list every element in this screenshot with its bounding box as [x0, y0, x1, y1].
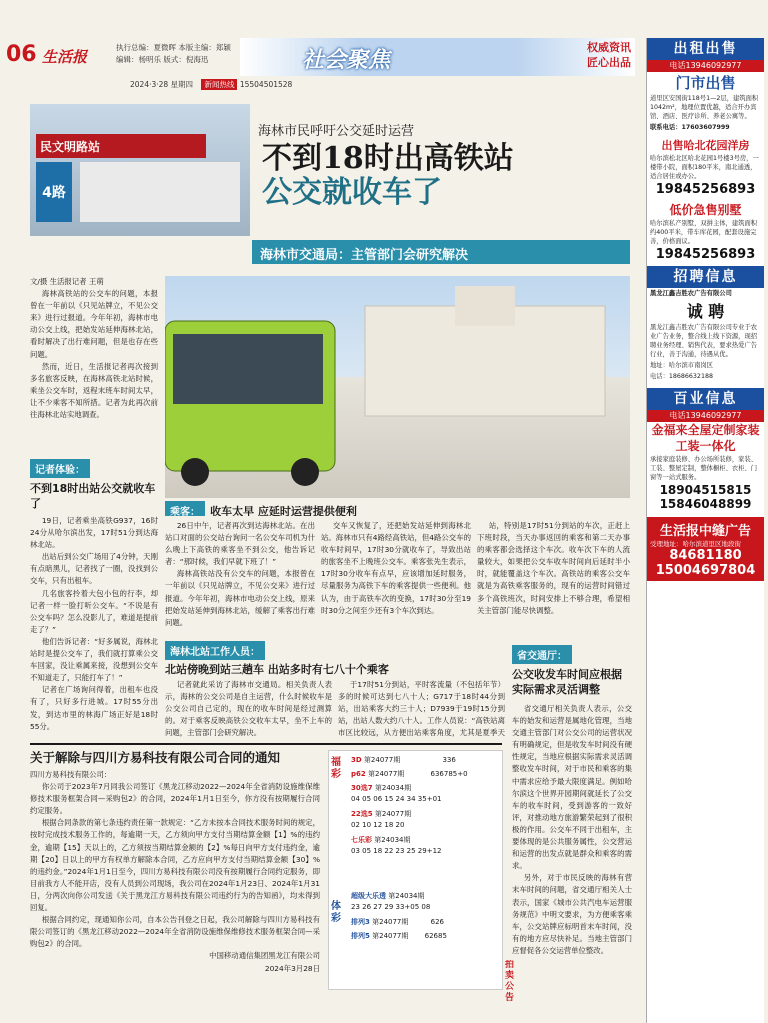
- worker-label: 海林北站工作人员：: [165, 641, 265, 660]
- lottery-row: 超级大乐透 第24034期: [351, 892, 425, 900]
- para: 26日中午，记者再次到达海林北站。在出站口对面的公交站台询问一名公交车司机为什么晚上下高铁的乘客坐不到公交，他告诉记者：“那时候，我们早就下班了！”: [165, 521, 315, 567]
- box-para: 19日，记者乘坐高铁G937，16时24分从哈尔滨出发，17时51分到达海林北站。: [30, 516, 158, 550]
- credits: [116, 42, 231, 66]
- ad-villa-phone: 19845256893: [655, 247, 756, 262]
- ad-house-phone: 19845256893: [655, 182, 756, 197]
- box-para: 几名旅客拎着大包小包的行李，却记者一样一脸打听公交车。“不说是有公交车吗？怎么没影儿了，难道是提前走了？”: [30, 588, 158, 634]
- hotline-number: 15504501528: [239, 80, 293, 89]
- notice-addressee: 四川方易科技有限公司：: [30, 770, 112, 779]
- notice-title: 关于解除与四川方易科技有限公司合同的通知: [30, 750, 281, 765]
- byline: 文/摄 生活报记者 王萌: [30, 277, 104, 286]
- ad-final: [647, 517, 764, 581]
- ad-bottom-phone: 电话13946092977: [647, 410, 764, 422]
- dateline: [130, 79, 630, 91]
- credit-line: 编辑：杨明乐 版式：倪海迅: [116, 55, 209, 64]
- bureau-section: [512, 644, 632, 994]
- passenger-col-1: [165, 520, 315, 640]
- ad-recruit-addr: 地址：哈尔滨市南岗区: [650, 362, 713, 369]
- credit-line: 执行总编：夏微晖 本版主编：郑颖: [116, 43, 231, 52]
- ad-phone: 电话13946092977: [647, 60, 764, 72]
- headline-line: 不到18时出高铁站: [262, 142, 514, 176]
- reporter-box: [30, 458, 158, 738]
- ad-bottom-heading: 百业信息: [647, 388, 764, 410]
- stop-sign-board: 民文明路站: [36, 134, 206, 158]
- lottery-box: [328, 750, 503, 990]
- passenger-col-2: [321, 520, 471, 640]
- ad-gold-phone: 15846048899: [659, 497, 752, 511]
- hotline-label: 新闻热线: [201, 79, 237, 90]
- para: 记者就此采访了海林市交通局。相关负责人表示，海林的公交公司是自主运营，什么时候收车是公交公司自己定的，现在的收车时间是经过测算的。对于乘客反映高铁公交收车太早，坐不上车的问题，主管部门会研究解决。: [165, 680, 332, 738]
- passenger-heading: [165, 500, 630, 516]
- ad-gold-title: 金福来全屋定制家装工装一体化: [651, 423, 760, 453]
- ad-villa-title: 低价急售别墅: [669, 203, 742, 217]
- auction-label: 拍卖公告: [505, 960, 515, 1003]
- notice-para: 根据合同约定，现通知你公司，自本公告刊登之日起，我公司解除与四川方易科技有限公司签订的《黑龙江移动2022—2024年全省消防设施维保维修技术服务框架合同—采购包2》的合同。: [30, 915, 320, 949]
- route-number: 4路: [36, 162, 72, 222]
- passenger-label: 乘客：: [165, 501, 205, 516]
- sports-lottery-label: 体彩: [331, 901, 341, 924]
- box-para: 记者在广场询问得着，出租车也没有了，只好多行进城。17时55分出发，到达市里的林海广场正好是18时55分。: [30, 685, 158, 731]
- notice-signer: 中国移动通信集团黑龙江有限公司: [209, 951, 320, 961]
- notice-para: 你公司于2023年7月同我公司签订《黑龙江移动2022—2024年全省消防设施维保维修技术服务框架合同—采购包2》的合同，2024年1月1日至今，你方没有按期履行合同约定服务。: [30, 782, 320, 816]
- lottery-row: 30选7 第24034期: [351, 784, 412, 792]
- ad-final-text: 受理地址：哈尔滨道里区地段街: [650, 540, 741, 548]
- lottery-row: p62 第24077期 636785+0: [351, 770, 468, 778]
- para: 交车又恢复了，还把始发站延伸到海林北站。海林市只有4路经高铁站，但4路公交车的收车时间早，17时30分就收车了，导致出站的旅客坐不上晚班公交车。乘客张先生表示，17时30分收车有点早，应该增加延时服务，尽量服务为高铁下车的乘客提供一些便利。他认为，由于高铁车次的变换，17时30分至19时30分之间至少还有3个车次到达。: [321, 521, 471, 615]
- box-title: 不到18时出站公交就收车了: [30, 482, 156, 510]
- section-banner: [240, 38, 635, 76]
- lottery-row: 排列3 第24077期 626: [351, 918, 444, 926]
- subhead: 海林市交通局：主管部门会研究解决: [252, 240, 630, 264]
- ad-final-phone: 15004697804: [655, 563, 756, 578]
- ad-heading: 出租出售: [647, 38, 764, 60]
- slogan-line: 权威资讯: [587, 41, 631, 54]
- lottery-result: 04 05 06 15 24 34 35+01: [351, 795, 442, 803]
- bus-stop-photo: [30, 104, 250, 236]
- ad-villa-text: 哈尔滨私产别墅，双拼主体，建筑面积约400平米，带车库花园，配套设施完善，价格面议。: [650, 220, 758, 245]
- ad-recruit-phone: 电话：18686632188: [650, 373, 713, 380]
- station-illustration: [165, 276, 630, 498]
- ad-shop-text: 道里区安国街118号1—2层，建筑面积1042m²，地理位置优越，适合开办宾馆、酒店、医疗诊所、养老公寓等。: [650, 95, 759, 120]
- lottery-row: 3D 第24077期 336: [351, 756, 456, 764]
- ad-shop-phone: 联系电话：17603607999: [650, 124, 730, 131]
- para: 于17时51分到站，平时客流量（不包括年节）多的时候可达到七八十人；G717于18时44分到站，出站乘客大约三十人；D7939于19时15分到站，出站人数大约八十人。工作人员说：“高铁站离市区比较远，从方便出站乘客角度，尤其是夏季天: [338, 680, 505, 738]
- ad-recruit-company: 黑龙江鑫吉胜农广告有限公司: [650, 290, 732, 297]
- bureau-title: 公交收发车时间应根据实际需求灵活调整: [512, 668, 622, 696]
- worker-section: [165, 640, 505, 740]
- worker-title: 北站傍晚到站三趟车 出站多时有七八十个乘客: [165, 663, 389, 676]
- passenger-title: 收车太早 应延时运营提供便利: [210, 505, 357, 516]
- classified-ads: [646, 38, 764, 1023]
- slogan: [587, 40, 631, 70]
- lottery-result: 02 10 12 18 20: [351, 821, 405, 829]
- bureau-label: 省交通厅：: [512, 645, 572, 664]
- ad-house-title: 出售哈北花园洋房: [661, 139, 750, 152]
- intro-para: 海林高铁站的公交车的问题，本报曾在一年前以《只见站牌立，不见公交来》进行过报道。今年年初，海林市电动公交上线，把始发站延伸海林北站，看时解决了出行难问题，但是也存在些问题。: [30, 289, 158, 359]
- box-para: 出站后到公交广场用了4分钟，天刚有点暗黑儿，记者找了一圈，没找到公交车，只有出租车。: [30, 552, 158, 586]
- lottery-row: 22选5 第24077期: [351, 810, 412, 818]
- intro-para: 然而，近日，生活报记者再次接到多名旅客反映，在海林高铁北站时候，乘坐公交车时，返程末班车时间太早，让不少乘客不知所措。记者为此再次前往海林北站实地调查。: [30, 361, 158, 420]
- kicker: 海林市民呼吁公交延时运营: [258, 124, 415, 139]
- paper-name: 生活报: [42, 48, 88, 66]
- section-title: 社会聚焦: [302, 48, 391, 73]
- ad-gold-text: 承接家庭装修、办公场所装修，家装、工装、整屋定制，整体橱柜、衣柜、门窗等一站式服务。: [650, 456, 758, 481]
- notice-para: 根据合同条款的第七条违约责任第一款规定：“乙方未按本合同技术服务时间的规定，按时完成技术服务工作的，每逾期一天，乙方须向甲方支付当期结算金额【1】%的违约金，逾期【15】天以上的，乙方须按当期结算金额的【2】%每日向甲方支付违约金，逾期【20】日以上的甲方有权单方解除本合同，乙方应向甲方支付当期结算金额【30】%的违约金。”2024年1月1日至今，四川方易科技有限公司没有按期履行合同约定服务，即目前我方人不能开店，没有人员到公司现场，我公司在2024年1月23日、2024年1月31日，分两次向你公司发送《关于黑龙江方易科技有限公司违约行为的告知函》，均未得到回复。: [30, 818, 320, 913]
- ad-final-phone: 84681180: [669, 548, 742, 563]
- passenger-col-3: [477, 520, 630, 640]
- ad-shop-title: 门市出售: [675, 74, 736, 92]
- para: [165, 739, 332, 740]
- headline-line: 公交就收车了: [262, 175, 442, 210]
- ad-recruit-word: 诚 聘: [686, 302, 725, 321]
- ad-final-title: 生活报中缝广告: [659, 524, 751, 539]
- headline: [262, 142, 514, 210]
- slogan-line: 匠心出品: [587, 56, 631, 69]
- lottery-row: 七乐彩 第24034期: [351, 836, 411, 844]
- page-header: [6, 42, 236, 74]
- ad-recruit-text: 黑龙江鑫吉胜农广告有限公司专业于农业广告业务，整合线上线下资源，现招聘业务经理、销售代表，要求热爱广告行业，善于沟通，待遇从优。: [650, 324, 758, 358]
- para: 海林高铁站没有公交车的问题，本报曾在一年前以《只见站牌立，不见公交来》进行过报道。今年年初，海林市电动公交上线，原来把始发站延伸到海林北站，缓解了乘客出行难问题。: [165, 569, 315, 627]
- box-label: 记者体验：: [30, 459, 90, 478]
- welfare-lottery-label: 福彩: [331, 757, 341, 780]
- intro-column: [30, 276, 158, 446]
- para: 站，特别是17时51分到站的车次，正赶上下班时段，当天办事返回的乘客和第二天办事的乘客都会选择这个车次。收车次下车的人流量较大，如果把公交车收车时间向后延时半小时，就能覆盖这个车次。高铁站的乘客公交车就是为高铁乘客服务的，现有的运营时间错过多个高铁班次，时间安排上不够合理，希望相关主管部门能尽快调整。: [477, 521, 630, 615]
- lottery-result: 03 05 18 22 23 25 29+12: [351, 847, 442, 855]
- bus-station-photo: [165, 276, 630, 498]
- ad-gold-phone: 18904515815: [659, 483, 752, 497]
- ad-recruit-heading: 招聘信息: [647, 266, 764, 288]
- ad-house-text: 哈尔滨松北区哈北花园1号楼3号房，一楼带小院，面积180平米，南北通透，适合居住或办公。: [650, 155, 759, 180]
- para: 另外，对于市民反映的海林有营末车时间的问题，省交通厅相关人士表示，国家《城市公共汽电车运营服务规范》中明文要求，为方便乘客乘车，公交站牌应标明首末车时间，没有的地方应尽快补足。当地主管部门应督促各公交运营单位整改。: [512, 873, 632, 955]
- page-number: 06: [6, 42, 37, 67]
- para: 省交通厅相关负责人表示，公交车的始发和运营是属地化管理，当地交通主管部门对公交公司的运营状况有明确规定，但是收发车时间没有硬性规定，当地应根据实际需求灵活调整收发车时间，对于市民和乘客的集中需求应给予最大限度满足。例如哈尔滨这个世界开园期间就延长了公交车的收车时间，受到游客的一致好评，对推动地方旅游繁荣起到了很积极的作用。公交车不同于出租车，主要体现的是公共服务属性，公交营运和运营的出发点就是群众和乘客的需求。: [512, 704, 632, 871]
- date: 2024·3·28 星期四: [130, 80, 194, 89]
- lottery-result: 23 26 27 29 33+05 08: [351, 903, 431, 911]
- notice-date: 2024年3月28日: [264, 963, 320, 973]
- box-para: 他们告诉记者：“好多属说，海林北站时是提公交车了，我们就打算乘公交车回家，没让乘属来接，没想到公交车不知道走了，只能打车了！”: [30, 636, 158, 683]
- lottery-row: 排列5 第24077期 62685: [351, 932, 447, 940]
